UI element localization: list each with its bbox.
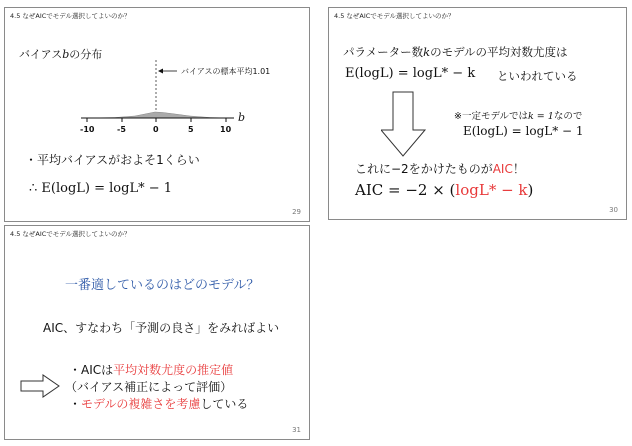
bullet-text: ・平均バイアスがおよそ1くらい <box>25 153 200 167</box>
right-arrow-icon <box>19 374 63 398</box>
slide-header: 4.5 なぜAICでモデル選択してよいのか？ <box>10 230 131 238</box>
tick-label: -10 <box>80 125 95 134</box>
formula-1: E(logL) = logL* − k <box>345 66 476 81</box>
question-text: 一番適しているのはどのモデル？ <box>65 278 260 293</box>
bullet-2: （バイアス補正によって評価） <box>65 380 233 394</box>
tick-label: -5 <box>117 125 126 134</box>
slide-29 <box>4 7 310 222</box>
main-statement: AIC、すなわち「予測の良さ」をみればよい <box>43 321 280 335</box>
page-number: 31 <box>292 426 301 434</box>
note-text: ※一定モデルではk = 1なので <box>454 111 583 122</box>
tick-label: 5 <box>188 125 194 134</box>
slide-30 <box>328 7 627 220</box>
mean-annotation: バイアスの標本平均1.01 <box>181 67 271 76</box>
page-number: 29 <box>292 208 301 216</box>
formula: ∴ E(logL) = logL* − 1 <box>29 181 172 196</box>
bullet-1: ・AICは平均対数尤度の推定値 <box>69 363 234 377</box>
text-line-1: パラメーター数kのモデルの平均対数尤度は <box>343 45 568 59</box>
tick-label: 0 <box>153 125 159 134</box>
formula-2: E(logL) = logL* − 1 <box>463 124 584 138</box>
page-number: 30 <box>609 206 618 214</box>
axis-variable: b <box>238 111 246 124</box>
text-line-3: これに−2をかけたものがAIC！ <box>355 162 525 176</box>
bullet-3: ・モデルの複雑さを考慮している <box>69 397 249 411</box>
tick-label: 10 <box>220 125 232 134</box>
down-arrow-icon <box>381 90 431 160</box>
density-shape <box>85 112 230 118</box>
said-text: といわれている <box>497 69 578 83</box>
slide-31 <box>4 225 310 440</box>
slide-header: 4.5 なぜAICでモデル選択してよいのか？ <box>10 12 131 20</box>
slide-header: 4.5 なぜAICでモデル選択してよいのか？ <box>334 12 455 20</box>
slide-title: バイアスbの分布 <box>19 48 103 61</box>
aic-formula: AIC = −2 × (logL* − k) <box>355 181 534 199</box>
